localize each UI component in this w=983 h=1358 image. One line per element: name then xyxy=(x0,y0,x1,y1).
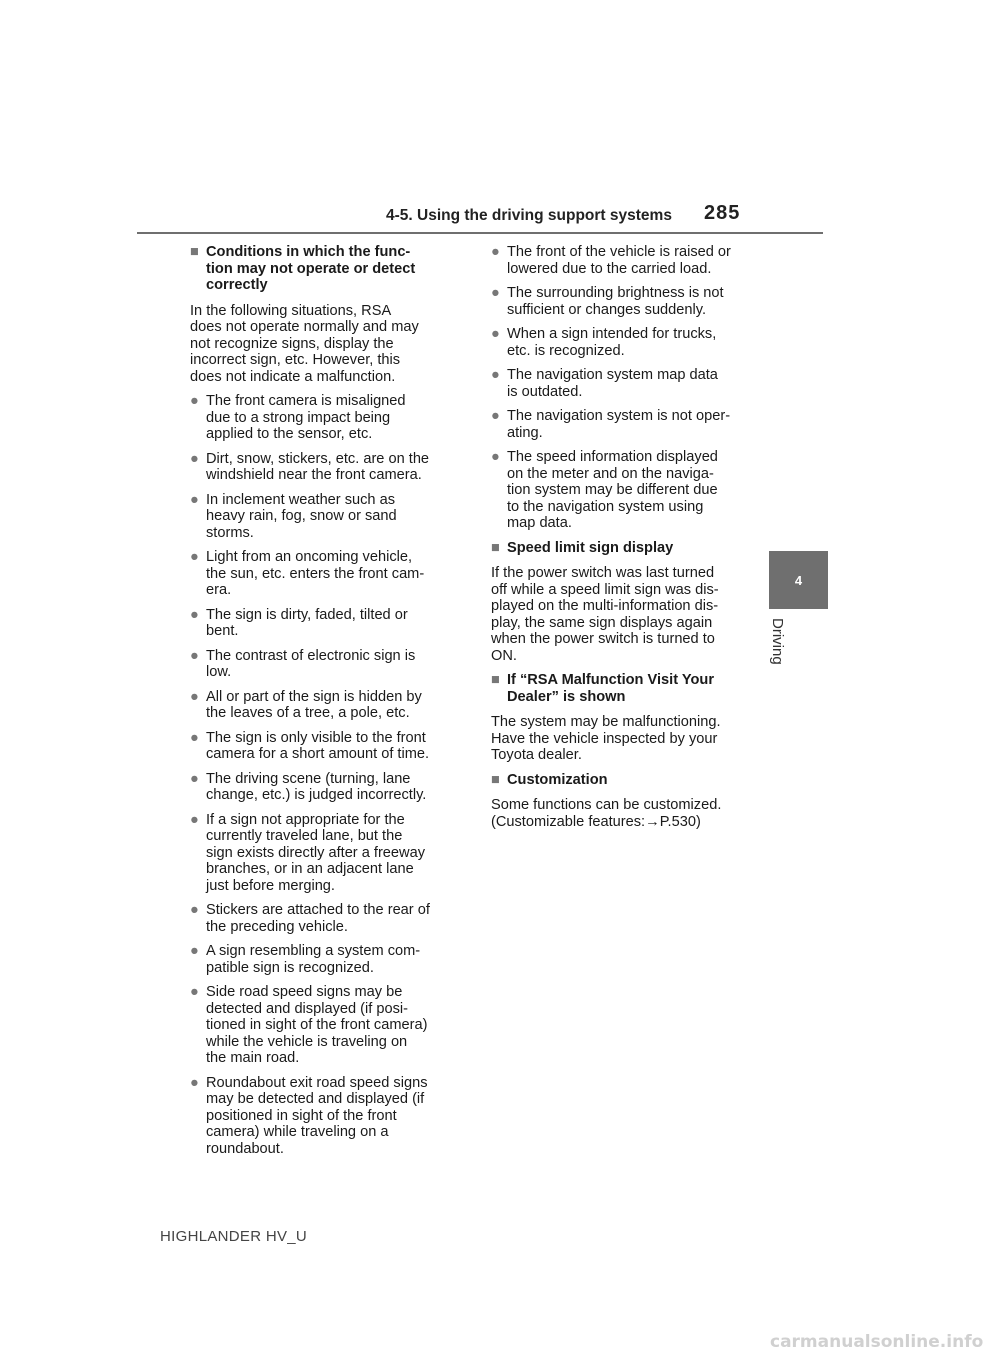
bullet-text: Light from an oncoming vehicle, the sun, etc. enters the front cam- era. xyxy=(206,549,425,598)
circle-bullet-icon: ● xyxy=(190,606,199,623)
square-marker-icon: ■ xyxy=(491,771,500,788)
bullet-text: Dirt, snow, stickers, etc. are on the windshield near the front camera. xyxy=(206,450,430,483)
chapter-tab: 4 xyxy=(769,551,828,609)
circle-bullet-icon: ● xyxy=(491,449,500,465)
customization-text: Some functions can be customized. (Customizable features:→P.530) xyxy=(491,797,722,830)
bullet-item xyxy=(190,730,466,763)
bullet-item xyxy=(190,1075,466,1158)
square-marker-icon: ■ xyxy=(491,672,500,688)
bullet-text: The navigation system is not oper- ating. xyxy=(507,408,731,441)
conditions-bullet-list-continued xyxy=(491,244,767,532)
bullet-item xyxy=(491,408,767,441)
bullet-item xyxy=(190,812,466,895)
bullet-text: In inclement weather such as heavy rain, fog, snow or sand storms. xyxy=(206,491,397,541)
square-marker-icon: ■ xyxy=(190,244,199,260)
conditions-intro: In the following situations, RSA does not operate normally and may not recognize signs, display the incorrect sign, etc. However, this does not indicate a malfunction. xyxy=(190,302,419,385)
bullet-text: Roundabout exit road speed signs may be detected and displayed (if positioned in sight of the front camera) while traveling on a roundabout. xyxy=(206,1074,428,1157)
bullet-item xyxy=(190,648,466,681)
circle-bullet-icon: ● xyxy=(491,367,500,383)
bullet-text: The front of the vehicle is raised or lowered due to the carried load. xyxy=(507,244,731,277)
bullet-text: Side road speed signs may be detected and displayed (if posi- tioned in sight of the front camera) while the vehicle is traveling on the main road. xyxy=(206,984,428,1066)
left-column xyxy=(190,244,466,1165)
bullet-text: A sign resembling a system com- patible sign is recognized. xyxy=(206,943,421,976)
bullet-item xyxy=(190,549,466,599)
bullet-text: All or part of the sign is hidden by the leaves of a tree, a pole, etc. xyxy=(206,688,422,721)
conditions-heading xyxy=(190,244,466,294)
speed-limit-text: If the power switch was last turned off while a speed limit sign was dis- played on the multi-information dis- play, the same sign displays again when the power switch is turned to ON. xyxy=(491,565,719,664)
header-divider xyxy=(137,232,823,234)
circle-bullet-icon: ● xyxy=(190,902,199,918)
circle-bullet-icon: ● xyxy=(190,491,199,508)
circle-bullet-icon: ● xyxy=(190,688,199,705)
bullet-item xyxy=(491,326,767,359)
bullet-item xyxy=(190,393,466,443)
circle-bullet-icon: ● xyxy=(190,647,199,664)
section-title: 4-5. Using the driving support systems xyxy=(386,207,672,224)
customization-heading-text: Customization xyxy=(507,771,608,788)
circle-bullet-icon: ● xyxy=(190,770,199,787)
bullet-item xyxy=(190,771,466,804)
speed-limit-heading xyxy=(491,540,767,557)
bullet-item xyxy=(190,689,466,722)
bullet-text: The surrounding brightness is not sufficient or changes suddenly. xyxy=(507,285,724,318)
bullet-item xyxy=(190,943,466,976)
bullet-text: The sign is only visible to the front camera for a short amount of time. xyxy=(206,729,430,762)
circle-bullet-icon: ● xyxy=(190,729,199,746)
model-footer: HIGHLANDER HV_U xyxy=(160,1228,308,1245)
circle-bullet-icon: ● xyxy=(190,943,199,959)
bullet-text: If a sign not appropriate for the currently traveled lane, but the sign exists directly after a freeway branches, or in an adjacent lane just before merging. xyxy=(206,811,425,894)
chapter-label xyxy=(768,618,790,678)
malfunction-text: The system may be malfunctioning. Have the vehicle inspected by your Toyota dealer. xyxy=(491,714,721,763)
conditions-bullet-list xyxy=(190,393,466,1157)
malfunction-heading xyxy=(491,672,767,705)
speed-limit-heading-text: Speed limit sign display xyxy=(507,539,674,556)
circle-bullet-icon: ● xyxy=(190,549,199,565)
bullet-text: The sign is dirty, faded, tilted or bent. xyxy=(206,606,408,639)
bullet-item xyxy=(491,244,767,277)
circle-bullet-icon: ● xyxy=(491,285,500,301)
conditions-heading-text: Conditions in which the func- tion may not operate or detect correctly xyxy=(206,244,416,293)
watermark: carmanualsonline.info xyxy=(770,1332,983,1352)
bullet-item xyxy=(491,449,767,532)
bullet-text: The contrast of electronic sign is low. xyxy=(206,647,416,680)
circle-bullet-icon: ● xyxy=(491,326,500,342)
bullet-text: When a sign intended for trucks, etc. is recognized. xyxy=(507,326,717,359)
bullet-text: The navigation system map data is outdated. xyxy=(507,367,718,400)
bullet-item xyxy=(190,984,466,1067)
right-column xyxy=(491,244,767,838)
bullet-text: The speed information displayed on the meter and on the naviga- tion system may be different due to the navigation system using map data. xyxy=(507,449,718,531)
circle-bullet-icon: ● xyxy=(190,450,199,467)
bullet-item xyxy=(491,367,767,400)
malfunction-heading-text: If “RSA Malfunction Visit Your Dealer” is shown xyxy=(507,672,715,705)
bullet-item xyxy=(491,285,767,318)
bullet-item xyxy=(190,492,466,542)
bullet-item xyxy=(190,451,466,484)
circle-bullet-icon: ● xyxy=(190,393,199,409)
bullet-item xyxy=(190,607,466,640)
circle-bullet-icon: ● xyxy=(190,1074,199,1091)
circle-bullet-icon: ● xyxy=(190,811,199,828)
circle-bullet-icon: ● xyxy=(190,984,199,1000)
bullet-text: The front camera is misaligned due to a strong impact being applied to the sensor, etc. xyxy=(206,393,406,442)
circle-bullet-icon: ● xyxy=(491,408,500,424)
bullet-text: The driving scene (turning, lane change, etc.) is judged incorrectly. xyxy=(206,770,427,803)
page-number: 285 xyxy=(704,202,741,224)
customization-heading xyxy=(491,772,767,789)
circle-bullet-icon: ● xyxy=(491,244,500,260)
chapter-label-text: Driving xyxy=(769,618,786,665)
square-marker-icon: ■ xyxy=(491,539,500,556)
bullet-item xyxy=(190,902,466,935)
bullet-text: Stickers are attached to the rear of the preceding vehicle. xyxy=(206,902,430,935)
